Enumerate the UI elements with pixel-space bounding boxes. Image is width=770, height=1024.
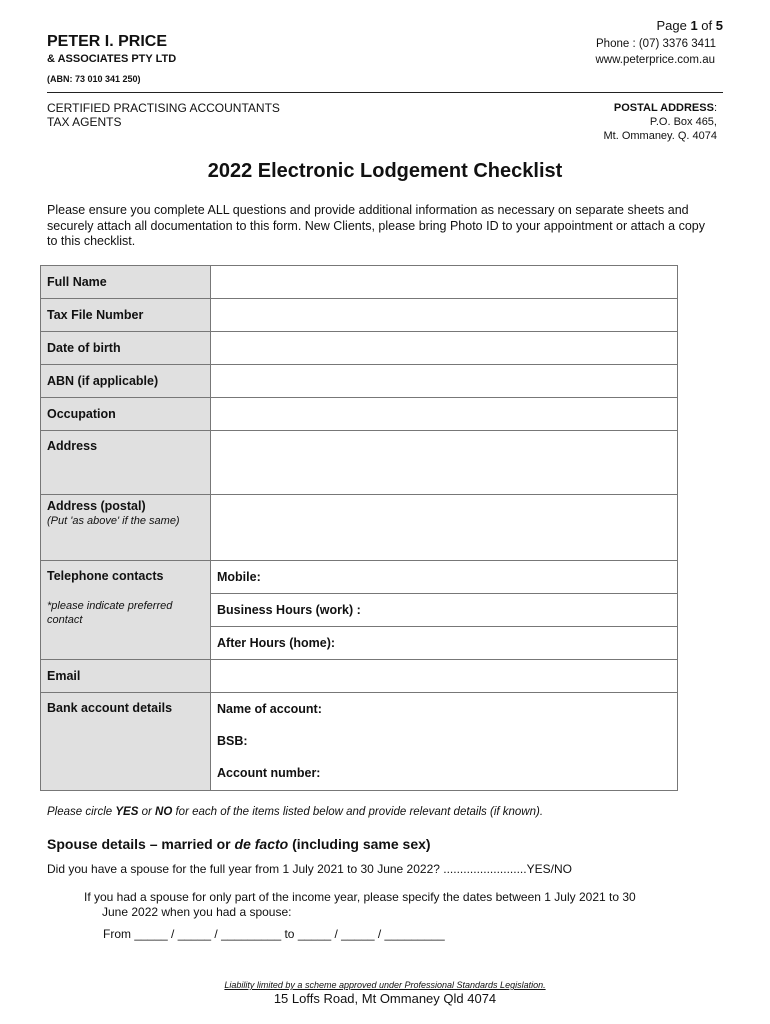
circle-note-mid: or xyxy=(138,806,156,818)
postal-address: POSTAL ADDRESS: P.O. Box 465, Mt. Ommaney. Q. 4074 xyxy=(603,102,717,142)
row-bank xyxy=(41,693,678,791)
occupation-field[interactable] xyxy=(211,398,678,431)
row-mobile xyxy=(41,561,678,594)
telephone-note: *please indicate preferred contact xyxy=(47,600,173,626)
address-postal-cell xyxy=(41,495,211,561)
circle-note-yes: YES xyxy=(115,806,139,818)
mobile-label: Mobile: xyxy=(217,570,261,584)
credential-cpa: CERTIFIED PRACTISING ACCOUNTANTS xyxy=(47,101,280,115)
email-field[interactable] xyxy=(211,660,678,693)
spouse-heading xyxy=(47,836,431,852)
postal-line-2: Mt. Ommaney. Q. 4074 xyxy=(603,130,717,142)
telephone-cell xyxy=(41,561,211,660)
circle-note-no: NO xyxy=(155,806,173,818)
firm-website: www.peterprice.com.au xyxy=(595,54,715,66)
spouse-full-year-question: Did you have a spouse for the full year from 1 July 2021 to 30 June 2022? .........................YES/NO xyxy=(47,862,572,876)
bank-field[interactable] xyxy=(211,693,678,791)
dob-field[interactable] xyxy=(211,332,678,365)
after-hours-label: After Hours (home): xyxy=(217,636,336,650)
row-full-name xyxy=(41,266,678,299)
abn-field[interactable] xyxy=(211,365,678,398)
page-prefix: Page xyxy=(656,18,687,33)
row-email xyxy=(41,660,678,693)
postal-label: POSTAL ADDRESS xyxy=(613,102,714,114)
spouse-heading-pre: Spouse details – married or xyxy=(47,836,235,852)
full-name-label: Full Name xyxy=(41,266,211,299)
credential-tax-agents: TAX AGENTS xyxy=(47,115,122,129)
bank-label: Bank account details xyxy=(41,693,211,791)
spouse-part-line-2: June 2022 when you had a spouse: xyxy=(102,905,292,919)
mobile-field[interactable] xyxy=(211,561,678,594)
address-postal-field[interactable] xyxy=(211,495,678,561)
circle-instruction xyxy=(47,806,543,818)
dob-label: Date of birth xyxy=(41,332,211,365)
account-name-label: Name of account: xyxy=(217,702,322,716)
occupation-label: Occupation xyxy=(41,398,211,431)
postal-line-1: P.O. Box 465, xyxy=(649,116,717,128)
firm-abn: (ABN: 73 010 341 250) xyxy=(47,74,141,84)
address-postal-note: (Put 'as above' if the same) xyxy=(47,515,180,527)
tfn-field[interactable] xyxy=(211,299,678,332)
telephone-label: Telephone contacts xyxy=(47,569,164,583)
abn-label: ABN (if applicable) xyxy=(41,365,211,398)
row-tfn xyxy=(41,299,678,332)
row-address-postal xyxy=(41,495,678,561)
row-occupation xyxy=(41,398,678,431)
spouse-heading-em: de facto xyxy=(234,836,289,852)
address-postal-label: Address (postal) xyxy=(47,499,146,513)
spouse-heading-post: (including same sex) xyxy=(288,836,431,852)
spouse-part-year-question xyxy=(84,890,723,920)
address-label: Address xyxy=(41,431,211,495)
email-label: Email xyxy=(41,660,211,693)
client-details-table xyxy=(40,265,678,791)
address-field[interactable] xyxy=(211,431,678,495)
after-hours-field[interactable] xyxy=(211,627,678,660)
tfn-label: Tax File Number xyxy=(41,299,211,332)
footer-address: 15 Loffs Road, Mt Ommaney Qld 4074 xyxy=(273,991,497,1006)
document-title: 2022 Electronic Lodgement Checklist xyxy=(207,160,563,182)
row-address xyxy=(41,431,678,495)
account-number-label: Account number: xyxy=(217,766,321,780)
business-hours-label: Business Hours (work) : xyxy=(217,603,361,617)
header-divider xyxy=(47,92,723,93)
spouse-part-line-1: If you had a spouse for only part of the income year, please specify the dates between 1 July 2021 to 30 xyxy=(84,890,636,904)
row-abn xyxy=(41,365,678,398)
page-number xyxy=(656,18,723,33)
liability-notice: Liability limited by a scheme approved under Professional Standards Legislation. xyxy=(224,980,546,990)
intro-paragraph: Please ensure you complete ALL questions and provide additional information as necessary on separate sheets and securely attach all documentation to this form. New Clients, please bring Photo ID to your appointment or attach a copy to this checklist. xyxy=(47,203,705,248)
firm-phone: Phone : (07) 3376 3411 xyxy=(596,38,716,50)
business-hours-field[interactable] xyxy=(211,594,678,627)
row-dob xyxy=(41,332,678,365)
page-total: 5 xyxy=(715,18,723,33)
circle-note-pre: Please circle xyxy=(47,806,116,818)
firm-name: PETER I. PRICE xyxy=(47,33,168,50)
bsb-label: BSB: xyxy=(217,734,248,748)
full-name-field[interactable] xyxy=(211,266,678,299)
page-current: 1 xyxy=(690,18,698,33)
spouse-date-range-line[interactable]: From _____ / _____ / _________ to _____ / _____ / _________ xyxy=(103,927,445,941)
firm-subtitle: & ASSOCIATES PTY LTD xyxy=(47,53,177,65)
circle-note-post: for each of the items listed below and provide relevant details (if known). xyxy=(172,806,544,818)
page-of: of xyxy=(701,18,713,33)
